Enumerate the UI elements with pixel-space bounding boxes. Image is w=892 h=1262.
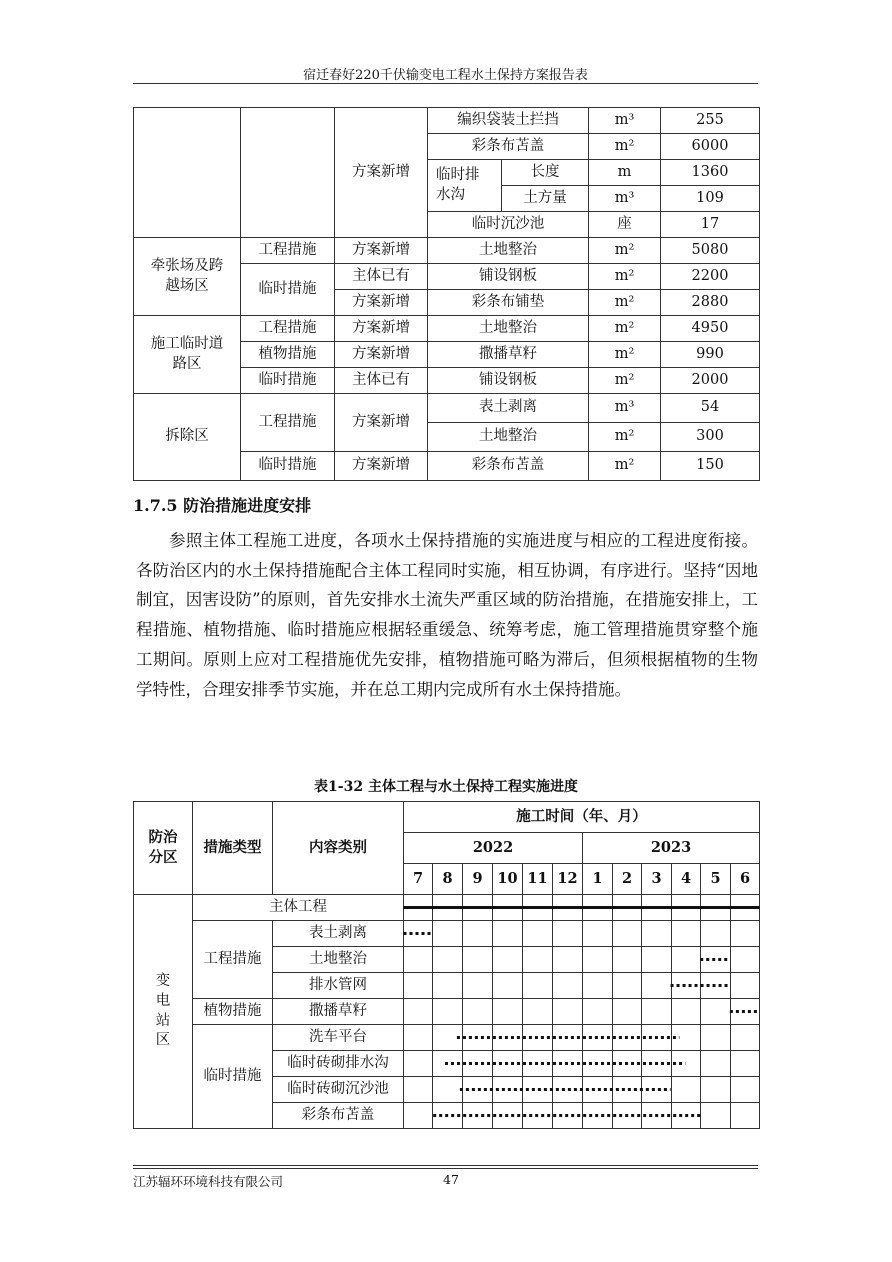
grid-cell	[583, 973, 613, 999]
grid-cell	[433, 895, 463, 921]
grid-cell	[553, 1103, 583, 1129]
grid-cell	[433, 921, 463, 947]
grid-cell	[463, 973, 493, 999]
measure-cell: 长度	[502, 160, 589, 186]
grid-cell	[642, 1103, 672, 1129]
type-cell	[241, 108, 335, 238]
grid-cell	[493, 999, 523, 1025]
grid-cell	[613, 1077, 642, 1103]
quantity-cell: 1360	[661, 160, 760, 186]
grid-cell	[613, 973, 642, 999]
content-cell: 主体工程	[193, 895, 404, 921]
table-row	[134, 316, 760, 342]
measure-cell: 土地整治	[428, 423, 589, 452]
grid-cell	[433, 947, 463, 973]
type-cell: 工程措施	[241, 238, 335, 264]
table-row	[134, 394, 760, 423]
grid-cell	[463, 947, 493, 973]
zone-cell: 变电站区	[134, 895, 193, 1129]
measure-cell: 彩条布苫盖	[428, 452, 589, 481]
year-header: 2023	[583, 833, 760, 864]
grid-cell	[731, 1025, 760, 1051]
unit-cell: m²	[589, 316, 661, 342]
zone-cell	[134, 108, 241, 238]
grid-cell	[701, 1077, 731, 1103]
grid-cell	[404, 1103, 433, 1129]
grid-cell	[583, 895, 613, 921]
grid-cell	[613, 1103, 642, 1129]
grid-cell	[463, 921, 493, 947]
source-cell: 方案新增	[335, 290, 428, 316]
grid-cell	[672, 1051, 701, 1077]
grid-cell	[493, 1077, 523, 1103]
type-cell: 植物措施	[241, 342, 335, 368]
grid-cell	[672, 1077, 701, 1103]
quantity-cell: 109	[661, 186, 760, 212]
unit-cell: m²	[589, 238, 661, 264]
grid-cell	[404, 921, 433, 947]
grid-cell	[463, 999, 493, 1025]
header-row	[134, 802, 760, 833]
schedule-table	[133, 801, 760, 1129]
grid-cell	[613, 947, 642, 973]
content-cell: 排水管网	[273, 973, 404, 999]
table-row	[134, 238, 760, 264]
grid-cell	[553, 947, 583, 973]
type-cell: 临时措施	[241, 368, 335, 394]
type-cell: 工程措施	[241, 394, 335, 452]
grid-cell	[523, 895, 553, 921]
month-header: 9	[463, 864, 493, 895]
month-header: 10	[493, 864, 523, 895]
grid-cell	[642, 1077, 672, 1103]
grid-cell	[583, 947, 613, 973]
grid-cell	[523, 1103, 553, 1129]
type-cell: 临时措施	[241, 452, 335, 481]
unit-cell: m²	[589, 290, 661, 316]
quantity-cell: 2880	[661, 290, 760, 316]
grid-cell	[463, 1025, 493, 1051]
zone-header: 防治分区	[134, 802, 193, 895]
grid-cell	[642, 1025, 672, 1051]
month-header: 5	[701, 864, 731, 895]
body-paragraph: 参照主体工程施工进度，各项水土保持措施的实施进度与相应的工程进度衔接。各防治区内的水土保持措施配合主体工程同时实施，相互协调，有序进行。坚持“因地制宜，因害设防”的原则，首先安排水土流失严重区域的防治措施，在措施安排上，工程措施、植物措施、临时措施应根据轻重缓急、统筹考虑，施工管理措施贯穿整个施工期间。原则上应对工程措施优先安排，植物措施可略为滞后，但须根据植物的生物学特性，合理安排季节实施，并在总工期内完成所有水土保持措施。	[136, 531, 758, 699]
grid-cell	[523, 1051, 553, 1077]
grid-cell	[463, 895, 493, 921]
table-row	[134, 895, 760, 921]
table-row	[134, 921, 760, 947]
grid-cell	[433, 1103, 463, 1129]
month-header: 3	[642, 864, 672, 895]
grid-cell	[583, 1051, 613, 1077]
grid-cell	[523, 947, 553, 973]
month-header: 1	[583, 864, 613, 895]
grid-cell	[731, 921, 760, 947]
measure-cell: 编织袋装土拦挡	[428, 108, 589, 134]
content-header: 内容类别	[273, 802, 404, 895]
grid-cell	[404, 947, 433, 973]
type-cell: 工程措施	[193, 921, 273, 999]
month-header: 2	[613, 864, 642, 895]
grid-cell	[463, 1103, 493, 1129]
footer-rule	[133, 1165, 758, 1166]
unit-cell: m²	[589, 423, 661, 452]
table-caption: 表1-32 主体工程与水土保持工程实施进度	[314, 779, 578, 795]
unit-cell: m	[589, 160, 661, 186]
content-cell: 土地整治	[273, 947, 404, 973]
measures-quantity-table	[133, 107, 760, 481]
grid-cell	[404, 973, 433, 999]
measure-cell: 彩条布苫盖	[428, 134, 589, 160]
quantity-cell: 990	[661, 342, 760, 368]
grid-cell	[583, 1103, 613, 1129]
source-cell: 方案新增	[335, 452, 428, 481]
quantity-cell: 4950	[661, 316, 760, 342]
content-cell: 临时砖砌沉沙池	[273, 1077, 404, 1103]
grid-cell	[493, 895, 523, 921]
quantity-cell: 255	[661, 108, 760, 134]
unit-cell: m²	[589, 134, 661, 160]
grid-cell	[731, 895, 760, 921]
quantity-cell: 54	[661, 394, 760, 423]
grid-cell	[642, 1051, 672, 1077]
grid-cell	[613, 895, 642, 921]
grid-cell	[731, 973, 760, 999]
grid-cell	[672, 1103, 701, 1129]
grid-cell	[642, 947, 672, 973]
grid-cell	[642, 895, 672, 921]
content-cell: 彩条布苫盖	[273, 1103, 404, 1129]
grid-cell	[672, 947, 701, 973]
year-header: 2022	[404, 833, 583, 864]
grid-cell	[553, 999, 583, 1025]
running-header: 宿迁春好220千伏输变电工程水土保持方案报告表	[303, 68, 588, 83]
measure-cell: 土方量	[502, 186, 589, 212]
grid-cell	[583, 999, 613, 1025]
time-header: 施工时间（年、月）	[404, 802, 760, 833]
measure-group-cell: 临时排水沟	[428, 160, 502, 212]
grid-cell	[433, 1025, 463, 1051]
grid-cell	[701, 1025, 731, 1051]
grid-cell	[583, 1077, 613, 1103]
grid-cell	[583, 1025, 613, 1051]
grid-cell	[433, 999, 463, 1025]
grid-cell	[701, 921, 731, 947]
unit-cell: m³	[589, 108, 661, 134]
grid-cell	[404, 1077, 433, 1103]
grid-cell	[613, 1051, 642, 1077]
unit-cell: m²	[589, 342, 661, 368]
grid-cell	[672, 973, 701, 999]
grid-cell	[523, 999, 553, 1025]
type-cell: 植物措施	[193, 999, 273, 1025]
grid-cell	[463, 1051, 493, 1077]
grid-cell	[731, 1051, 760, 1077]
grid-cell	[553, 921, 583, 947]
unit-cell: m²	[589, 264, 661, 290]
grid-cell	[523, 921, 553, 947]
grid-cell	[404, 895, 433, 921]
grid-cell	[613, 999, 642, 1025]
grid-cell	[553, 895, 583, 921]
month-header: 11	[523, 864, 553, 895]
grid-cell	[493, 1103, 523, 1129]
quantity-cell: 5080	[661, 238, 760, 264]
quantity-cell: 6000	[661, 134, 760, 160]
month-header: 7	[404, 864, 433, 895]
quantity-cell: 2200	[661, 264, 760, 290]
type-cell: 工程措施	[241, 316, 335, 342]
grid-cell	[672, 895, 701, 921]
footer-rule	[133, 1168, 758, 1169]
content-cell: 洗车平台	[273, 1025, 404, 1051]
source-cell: 方案新增	[335, 108, 428, 238]
section-heading: 1.7.5 防治措施进度安排	[133, 496, 312, 515]
type-cell: 临时措施	[241, 264, 335, 316]
measure-cell: 土地整治	[428, 238, 589, 264]
source-cell: 主体已有	[335, 368, 428, 394]
zone-cell: 牵张场及跨越场区	[134, 238, 241, 316]
grid-cell	[701, 999, 731, 1025]
grid-cell	[672, 999, 701, 1025]
grid-cell	[613, 921, 642, 947]
table-row	[134, 999, 760, 1025]
measure-cell: 撒播草籽	[428, 342, 589, 368]
grid-cell	[613, 1025, 642, 1051]
grid-cell	[404, 1025, 433, 1051]
grid-cell	[642, 999, 672, 1025]
grid-cell	[433, 1051, 463, 1077]
unit-cell: m²	[589, 368, 661, 394]
footer-company: 江苏辐环环境科技有限公司	[133, 1174, 284, 1189]
grid-cell	[701, 973, 731, 999]
grid-cell	[701, 1051, 731, 1077]
grid-cell	[701, 1103, 731, 1129]
measure-cell: 彩条布铺垫	[428, 290, 589, 316]
grid-cell	[672, 1025, 701, 1051]
table-row	[134, 108, 760, 134]
header-rule	[133, 83, 758, 84]
grid-cell	[731, 1077, 760, 1103]
content-cell: 表土剥离	[273, 921, 404, 947]
zone-cell: 施工临时道路区	[134, 316, 241, 394]
table-row	[134, 1025, 760, 1051]
grid-cell	[701, 895, 731, 921]
grid-cell	[553, 1025, 583, 1051]
source-cell: 方案新增	[335, 342, 428, 368]
grid-cell	[553, 973, 583, 999]
grid-cell	[404, 1051, 433, 1077]
grid-cell	[433, 1077, 463, 1103]
zone-cell: 拆除区	[134, 394, 241, 481]
grid-cell	[433, 973, 463, 999]
grid-cell	[493, 1051, 523, 1077]
source-cell: 方案新增	[335, 238, 428, 264]
content-cell: 撒播草籽	[273, 999, 404, 1025]
unit-cell: m³	[589, 394, 661, 423]
measure-cell: 铺设钢板	[428, 264, 589, 290]
grid-cell	[583, 921, 613, 947]
content-cell: 临时砖砌排水沟	[273, 1051, 404, 1077]
measure-cell: 表土剥离	[428, 394, 589, 423]
grid-cell	[493, 947, 523, 973]
month-header: 6	[731, 864, 760, 895]
unit-cell: 座	[589, 212, 661, 238]
grid-cell	[642, 921, 672, 947]
grid-cell	[523, 1025, 553, 1051]
grid-cell	[463, 1077, 493, 1103]
grid-cell	[642, 973, 672, 999]
type-header: 措施类型	[193, 802, 273, 895]
measure-cell: 临时沉沙池	[428, 212, 589, 238]
grid-cell	[404, 999, 433, 1025]
grid-cell	[553, 1051, 583, 1077]
grid-cell	[701, 947, 731, 973]
grid-cell	[493, 1025, 523, 1051]
measure-cell: 铺设钢板	[428, 368, 589, 394]
grid-cell	[493, 973, 523, 999]
month-header: 8	[433, 864, 463, 895]
grid-cell	[523, 1077, 553, 1103]
quantity-cell: 2000	[661, 368, 760, 394]
unit-cell: m²	[589, 452, 661, 481]
grid-cell	[523, 973, 553, 999]
quantity-cell: 300	[661, 423, 760, 452]
month-header: 12	[553, 864, 583, 895]
type-cell: 临时措施	[193, 1025, 273, 1129]
quantity-cell: 17	[661, 212, 760, 238]
unit-cell: m³	[589, 186, 661, 212]
source-cell: 方案新增	[335, 394, 428, 452]
page-number: 47	[443, 1172, 459, 1187]
grid-cell	[553, 1077, 583, 1103]
source-cell: 主体已有	[335, 264, 428, 290]
grid-cell	[731, 999, 760, 1025]
grid-cell	[493, 921, 523, 947]
month-header: 4	[672, 864, 701, 895]
quantity-cell: 150	[661, 452, 760, 481]
grid-cell	[731, 947, 760, 973]
grid-cell	[672, 921, 701, 947]
measure-cell: 土地整治	[428, 316, 589, 342]
grid-cell	[731, 1103, 760, 1129]
source-cell: 方案新增	[335, 316, 428, 342]
